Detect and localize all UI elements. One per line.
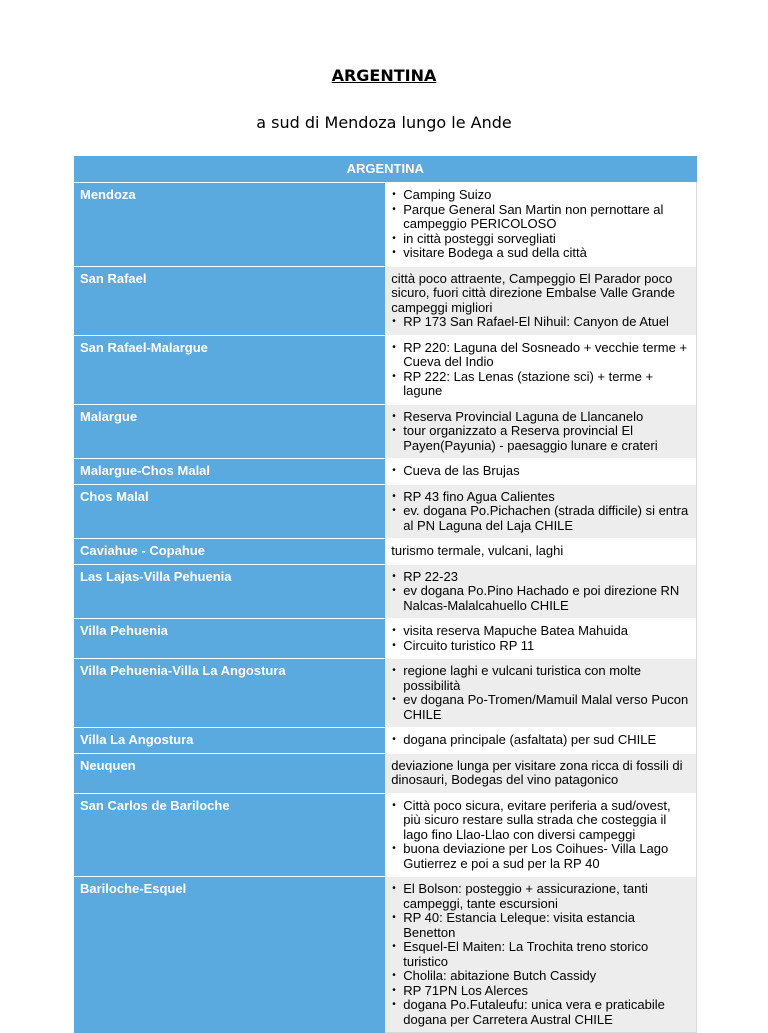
bullet-list (391, 799, 690, 872)
bullet-list (391, 464, 690, 479)
table-row (74, 484, 697, 539)
place-cell: San Rafael (74, 266, 385, 335)
info-cell (385, 335, 696, 404)
bullet-item: • Circuito turistico RP 11 (391, 639, 690, 654)
bullet-item: • RP 71PN Los Alerces (391, 984, 690, 999)
info-cell (385, 183, 696, 267)
bullet-list (391, 624, 690, 653)
bullet-item: • Esquel-El Maiten: La Trochita treno storico turistico (391, 940, 690, 969)
bullet-list (391, 188, 690, 261)
info-cell (385, 404, 696, 459)
place-cell: San Carlos de Bariloche (74, 793, 385, 877)
table-row (74, 335, 697, 404)
bullet-list (391, 570, 690, 614)
place-cell: Villa Pehuenia-Villa La Angostura (74, 659, 385, 728)
place-cell: Mendoza (74, 183, 385, 267)
bullet-list (391, 733, 690, 748)
bullet-list (391, 882, 690, 1027)
bullet-list (391, 341, 690, 399)
table-row (74, 459, 697, 485)
bullet-item: • ev. dogana Po.Pichachen (strada difficile) si entra al PN Laguna del Laja CHILE (391, 504, 690, 533)
place-cell: Neuquen (74, 753, 385, 793)
bullet-item: • El Bolson: posteggio + assicurazione, tanti campeggi, tante escursioni (391, 882, 690, 911)
bullet-item: • Cueva de las Brujas (391, 464, 690, 479)
table-row (74, 753, 697, 793)
info-cell (385, 564, 696, 619)
info-cell (385, 619, 696, 659)
info-cell (385, 877, 696, 1033)
bullet-item: • Città poco sicura, evitare periferia a sud/ovest, più sicuro restare sulla strada che costeggia il lago fino Llao-Llao con diversi campeggi (391, 799, 690, 843)
table-row (74, 659, 697, 728)
document-subtitle: a sud di Mendoza lungo le Ande (256, 113, 512, 132)
table-row (74, 793, 697, 877)
place-cell: Malargue (74, 404, 385, 459)
bullet-item: • RP 22-23 (391, 570, 690, 585)
place-cell: Chos Malal (74, 484, 385, 539)
bullet-item: • RP 220: Laguna del Sosneado + vecchie terme + Cueva del Indio (391, 341, 690, 370)
bullet-item: • dogana principale (asfaltata) per sud CHILE (391, 733, 690, 748)
info-cell (385, 728, 696, 754)
bullet-item: • regione laghi e vulcani turistica con molte possibilità (391, 664, 690, 693)
bullet-item: • RP 222: Las Lenas (stazione sci) + terme + lagune (391, 370, 690, 399)
bullet-item: • in città posteggi sorvegliati (391, 232, 690, 247)
bullet-item: • ev dogana Po.Pino Hachado e poi direzione RN Nalcas-Malalcahuello CHILE (391, 584, 690, 613)
bullet-item: • Camping Suizo (391, 188, 690, 203)
table-header-row (74, 156, 697, 183)
info-text: città poco attraente, Campeggio El Parador poco sicuro, fuori città direzione Embalse Valle Grande campeggi migliori (391, 270, 675, 315)
place-cell: Villa La Angostura (74, 728, 385, 754)
table-row (74, 877, 697, 1033)
bullet-item: • RP 173 San Rafael-El Nihuil: Canyon de Atuel (391, 315, 690, 330)
place-cell: Caviahue - Copahue (74, 539, 385, 565)
bullet-list (391, 315, 690, 330)
bullet-item: • visitare Bodega a sud della città (391, 246, 690, 261)
info-cell (385, 793, 696, 877)
place-cell: San Rafael-Malargue (74, 335, 385, 404)
info-cell (385, 459, 696, 485)
bullet-item: • Parque General San Martin non pernottare al campeggio PERICOLOSO (391, 203, 690, 232)
table-row (74, 728, 697, 754)
info-cell (385, 539, 696, 565)
table-row (74, 404, 697, 459)
info-text: turismo termale, vulcani, laghi (391, 543, 564, 558)
table-header: ARGENTINA (74, 156, 697, 183)
table-row (74, 539, 697, 565)
table-row (74, 183, 697, 267)
table-row (74, 266, 697, 335)
bullet-item: • dogana Po.Futaleufu: unica vera e praticabile dogana per Carretera Austral CHILE (391, 998, 690, 1027)
bullet-item: • tour organizzato a Reserva provincial El Payen(Payunia) - paesaggio lunare e crateri (391, 424, 690, 453)
place-cell: Bariloche-Esquel (74, 877, 385, 1033)
bullet-list (391, 410, 690, 454)
bullet-item: • Reserva Provincial Laguna de Llancanelo (391, 410, 690, 425)
place-cell: Las Lajas-Villa Pehuenia (74, 564, 385, 619)
bullet-item: • ev dogana Po-Tromen/Mamuil Malal verso Pucon CHILE (391, 693, 690, 722)
bullet-list (391, 664, 690, 722)
place-cell: Malargue-Chos Malal (74, 459, 385, 485)
bullet-item: • Cholila: abitazione Butch Cassidy (391, 969, 690, 984)
info-cell (385, 753, 696, 793)
table-row (74, 619, 697, 659)
document-title: ARGENTINA (331, 66, 437, 85)
info-cell (385, 484, 696, 539)
bullet-list (391, 490, 690, 534)
table-row (74, 564, 697, 619)
info-text: deviazione lunga per visitare zona ricca di fossili di dinosauri, Bodegas del vino patagonico (391, 757, 683, 787)
table-body (74, 183, 697, 1033)
bullet-item: • RP 40: Estancia Leleque: visita estancia Benetton (391, 911, 690, 940)
bullet-item: • RP 43 fino Agua Calientes (391, 490, 690, 505)
itinerary-table (74, 156, 697, 1033)
info-cell (385, 266, 696, 335)
info-cell (385, 659, 696, 728)
bullet-item: • buona deviazione per Los Coihues- Villa Lago Gutierrez e poi a sud per la RP 40 (391, 842, 690, 871)
bullet-item: • visita reserva Mapuche Batea Mahuida (391, 624, 690, 639)
place-cell: Villa Pehuenia (74, 619, 385, 659)
